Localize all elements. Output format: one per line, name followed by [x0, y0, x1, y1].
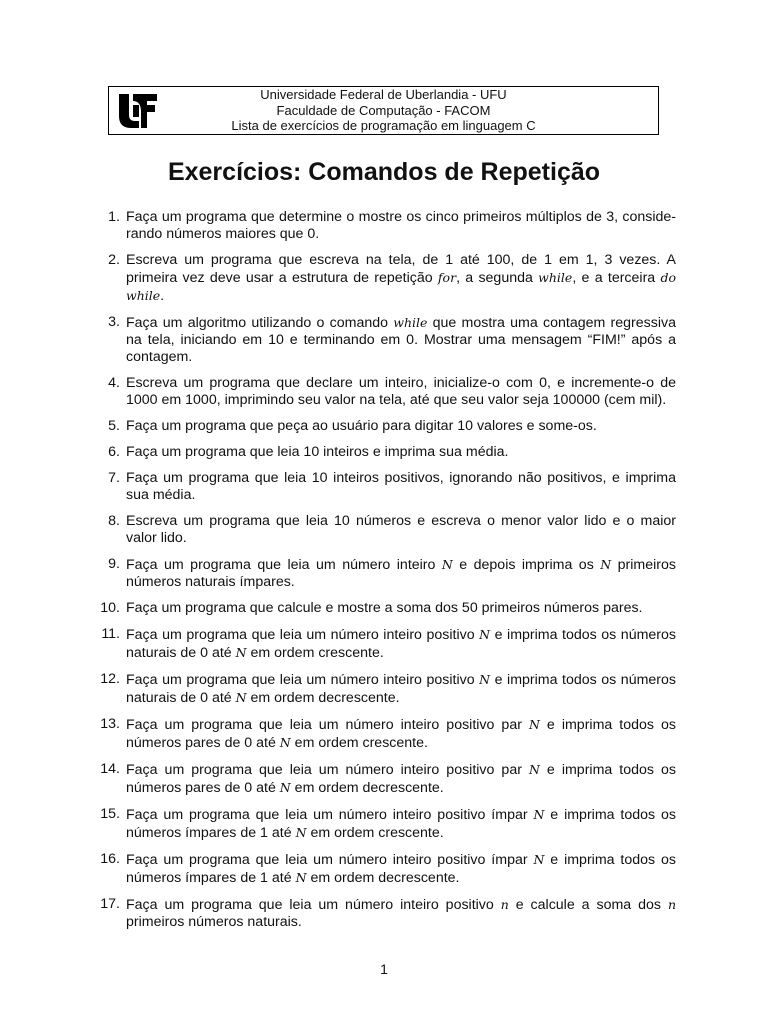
- math-term: N: [528, 762, 540, 777]
- math-term: N: [600, 557, 612, 572]
- item-number: 13.: [100, 716, 120, 732]
- list-item: [92, 470, 676, 504]
- item-number: 17.: [100, 896, 120, 912]
- list-item: [92, 556, 676, 591]
- math-term: N: [279, 780, 291, 795]
- math-term: n: [667, 897, 676, 912]
- item-text: Faça um programa que leia um número inteiro positivo ímpar: [126, 852, 534, 868]
- list-item: [92, 444, 676, 461]
- page-title: Exercícios: Comandos de Repetição: [167, 158, 601, 186]
- item-text: em ordem decrescente.: [290, 780, 444, 796]
- math-term: N: [235, 645, 247, 660]
- item-number: 1.: [108, 209, 120, 225]
- item-text: em ordem crescente.: [246, 645, 384, 661]
- page-number: 1: [380, 961, 388, 977]
- list-subtitle: Lista de exercícios de programação em linguagem C: [231, 118, 536, 133]
- list-item: [92, 896, 676, 931]
- item-text: primeiros números naturais.: [126, 914, 302, 930]
- faculty-name: Faculdade de Computação - FACOM: [276, 102, 491, 118]
- header-text: [109, 87, 658, 134]
- item-text: Faça um programa que leia 10 inteiros e imprima sua média.: [126, 444, 509, 460]
- item-number: 11.: [101, 626, 120, 642]
- item-number: 14.: [100, 761, 120, 777]
- list-item: [92, 209, 676, 243]
- item-text: Faça um programa que leia 10 inteiros positivos, ignorando não positivos, e imprima sua média.: [126, 470, 676, 503]
- item-text: em ordem crescente.: [290, 735, 428, 751]
- item-number: 2.: [108, 252, 120, 268]
- item-text: Faça um programa que calcule e mostre a soma dos 50 primeiros números pares.: [126, 600, 643, 616]
- item-text: Faça um programa que determine o mostre os cinco primeiros múltiplos de 3, conside-rando números maiores que 0.: [126, 209, 676, 242]
- list-item: [92, 418, 676, 435]
- item-text: e imprima todos os números pares de 0 até: [126, 717, 676, 751]
- item-text: Faça um programa que leia um número inteiro positivo par: [126, 717, 529, 733]
- item-number: 4.: [108, 375, 120, 391]
- item-text: .: [160, 288, 165, 304]
- math-term: N: [479, 672, 491, 687]
- math-term: N: [235, 690, 247, 705]
- math-term: N: [528, 717, 540, 732]
- item-text: e calcule a soma dos: [508, 897, 668, 913]
- item-text: e imprima todos os números ímpares de 1 até: [126, 807, 676, 841]
- list-item: [92, 314, 676, 366]
- item-text: em ordem decrescente.: [246, 690, 400, 706]
- item-text: e imprima todos os números naturais de 0 até: [126, 672, 676, 706]
- math-term: N: [533, 807, 545, 822]
- list-item: [92, 375, 676, 409]
- item-text: , e a terceira: [572, 270, 661, 286]
- math-term: n: [500, 897, 509, 912]
- item-number: 3.: [108, 314, 120, 330]
- math-term: while: [538, 270, 573, 285]
- item-text: e imprima todos os números naturais de 0 até: [126, 627, 676, 661]
- item-text: em ordem decrescente.: [306, 870, 460, 886]
- item-text: primeiros números naturais ímpares.: [126, 557, 676, 590]
- item-text: em ordem crescente.: [306, 825, 444, 841]
- item-text: Faça um programa que leia um número inteiro positivo par: [126, 762, 529, 778]
- list-item: [92, 252, 676, 305]
- list-item: [92, 761, 676, 797]
- math-term: N: [479, 627, 491, 642]
- item-number: 10.: [100, 600, 120, 616]
- list-item: [92, 626, 676, 662]
- list-item: [92, 671, 676, 707]
- math-term: do while: [126, 270, 676, 303]
- math-term: N: [279, 735, 291, 750]
- item-text: Faça um programa que leia um número inteiro positivo: [126, 627, 480, 643]
- item-number: 8.: [108, 513, 120, 529]
- math-term: while: [393, 315, 428, 330]
- item-number: 15.: [100, 806, 120, 822]
- list-item: [92, 513, 676, 547]
- item-text: Faça um programa que peça ao usuário para digitar 10 valores e some-os.: [126, 418, 597, 434]
- item-text: que mostra uma contagem regressiva na tela, iniciando em 10 e terminando em 0. Mostrar uma mensagem “FIM!” após a contagem.: [126, 315, 676, 365]
- item-text: Faça um programa que leia um número inteiro positivo: [126, 672, 480, 688]
- item-number: 16.: [100, 851, 120, 867]
- item-number: 7.: [108, 470, 120, 486]
- item-text: e depois imprima os: [452, 557, 601, 573]
- item-text: e imprima todos os números ímpares de 1 até: [126, 852, 676, 886]
- exercise-list: [92, 209, 676, 940]
- item-text: Faça um programa que leia um número inteiro positivo: [126, 897, 501, 913]
- university-name: Universidade Federal de Uberlandia - UFU: [260, 87, 507, 102]
- list-item: [92, 600, 676, 617]
- item-text: Faça um algoritmo utilizando o comando: [126, 315, 394, 331]
- list-item: [92, 806, 676, 842]
- item-number: 5.: [108, 418, 120, 434]
- math-term: N: [441, 557, 453, 572]
- item-text: Escreva um programa que leia 10 números e escreva o menor valor lido e o maior valor lido.: [126, 513, 676, 546]
- list-item: [92, 716, 676, 752]
- header-box: [108, 86, 659, 135]
- math-term: N: [295, 825, 307, 840]
- math-term: N: [295, 870, 307, 885]
- list-item: [92, 851, 676, 887]
- item-text: Faça um programa que leia um número inteiro: [126, 557, 442, 573]
- item-number: 6.: [108, 444, 120, 460]
- math-term: N: [533, 852, 545, 867]
- item-number: 9.: [108, 556, 120, 572]
- item-text: Escreva um programa que escreva na tela, de 1 até 100, de 1 em 1, 3 vezes. A primeira vez deve usar a estrutura de repetição: [126, 252, 676, 286]
- math-term: for: [437, 270, 457, 285]
- item-text: , a segunda: [456, 270, 539, 286]
- item-text: Escreva um programa que declare um inteiro, inicialize-o com 0, e incremente-o de 1000 em 1000, imprimindo seu valor na tela, até que seu valor seja 100000 (cem mil).: [126, 375, 676, 408]
- item-number: 12.: [100, 671, 120, 687]
- item-text: Faça um programa que leia um número inteiro positivo ímpar: [126, 807, 534, 823]
- item-text: e imprima todos os números pares de 0 até: [126, 762, 676, 796]
